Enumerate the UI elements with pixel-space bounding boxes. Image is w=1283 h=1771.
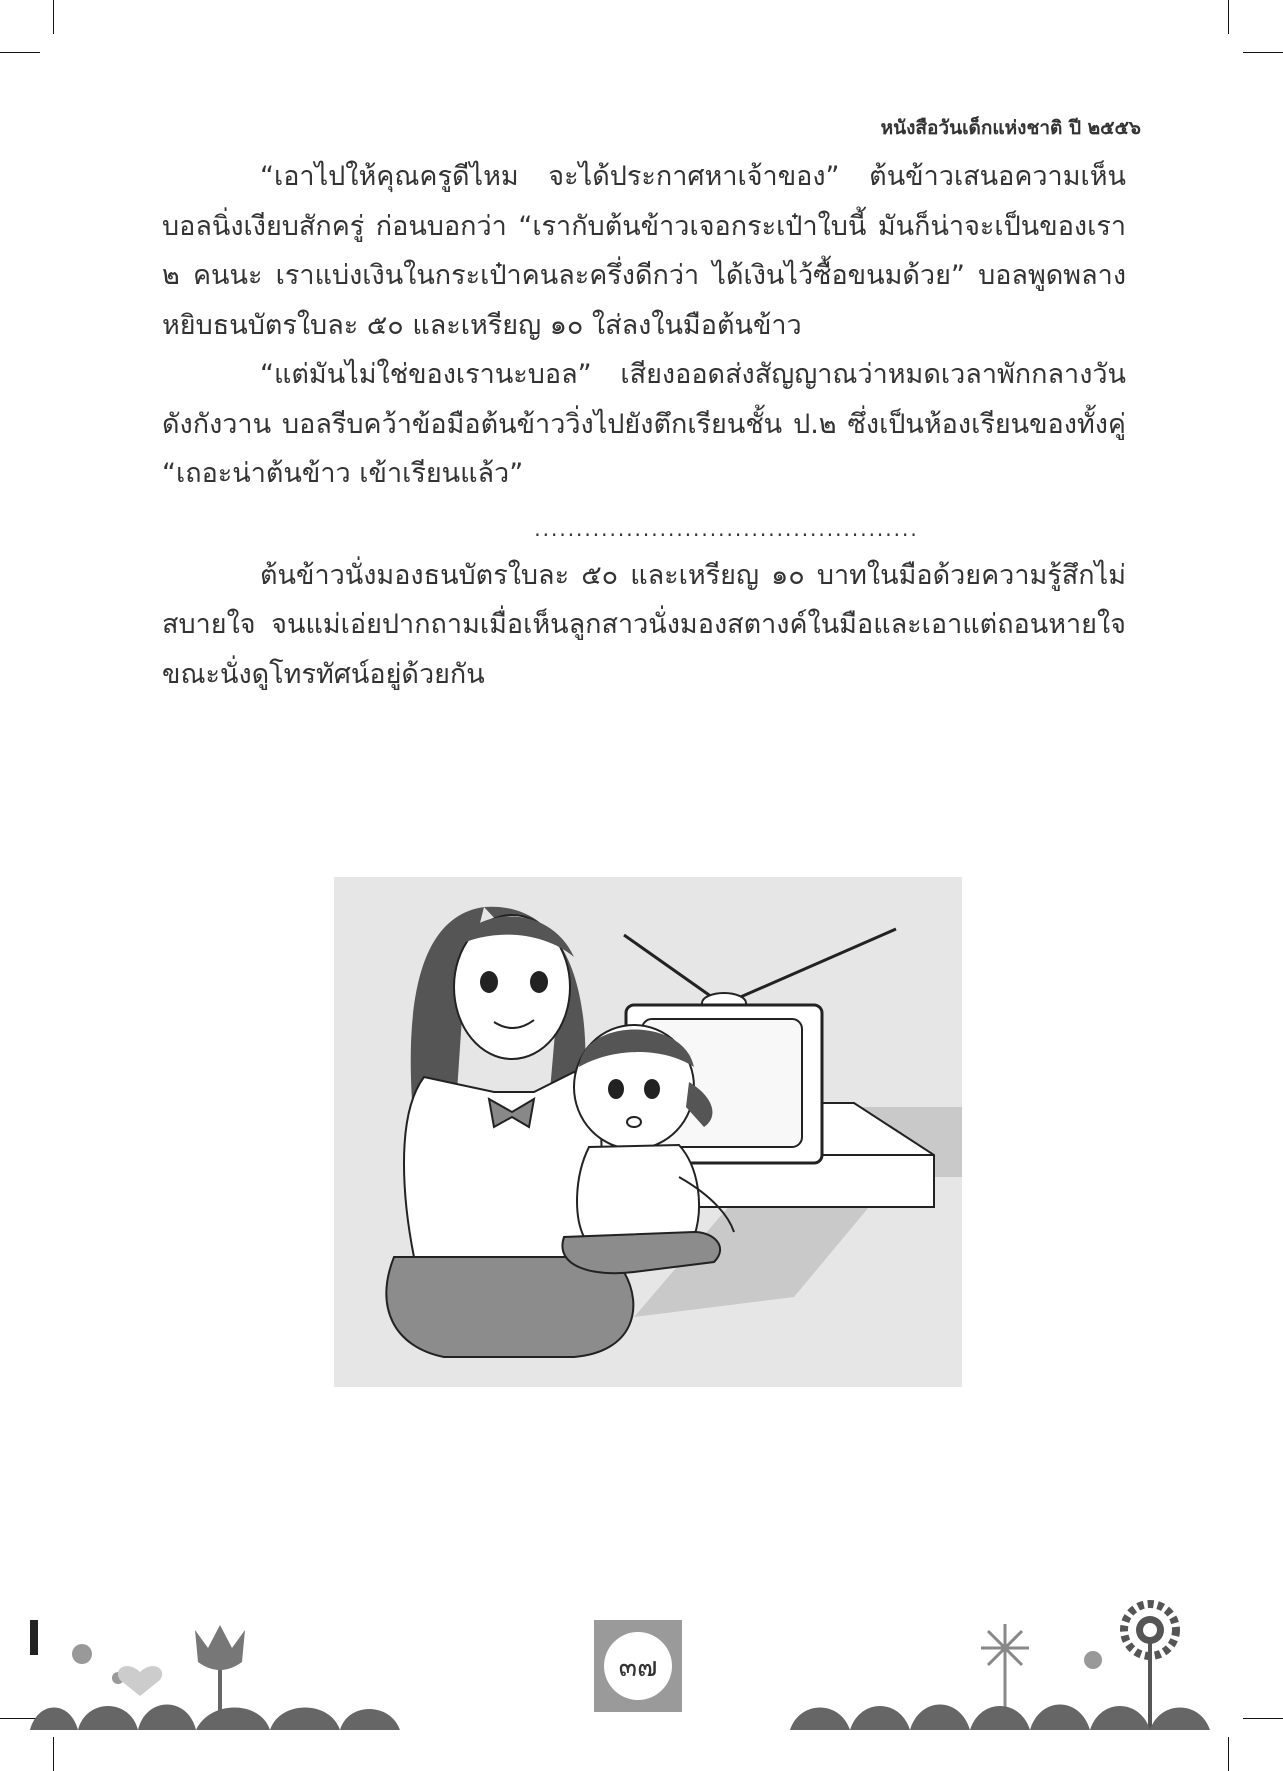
crop-mark-tl-h [0,52,40,53]
running-header: หนังสือวันเด็กแห่งชาติ ปี ๒๕๕๖ [880,117,1141,139]
story-text [162,152,1126,699]
crop-mark-tr-h [1243,52,1283,53]
crop-mark-tr-v [1228,0,1229,34]
crop-mark-br-v [1228,1737,1229,1771]
bottom-left-decoration [30,1620,430,1730]
crop-mark-bl-v [53,1737,54,1771]
paragraph-3: ต้นข้าวนั่งมองธนบัตรใบละ ๕๐ และเหรียญ ๑๐ บาทในมือด้วยความรู้สึกไม่สบายใจ จนแม่เอ่ยปากถามเมื่อเห็นลูกสาวนั่งมองสตางค์ในมือและเอาแต่ถอนหายใจ ขณะนั่งดูโทรทัศน์อยู่ด้วยกัน [162,559,1126,690]
bottom-right-decoration [790,1600,1220,1730]
paragraph-2: “แต่มันไม่ใช่ของเรานะบอล” เสียงออดส่งสัญญาณว่าหมดเวลาพักกลางวันดังกังวาน บอลรีบคว้าข้อมือต้นข้าววิ่งไปยังตึกเรียนชั้น ป.๒ ซึ่งเป็นห้องเรียนของทั้งคู่ “เถอะน่าต้นข้าว เข้าเรียนแล้ว” [162,359,1126,489]
page-number-box [594,1620,682,1712]
crop-mark-tl-v [53,0,54,34]
page-number: ๓๗ [604,1632,672,1700]
mother-daughter-tv-illustration [334,877,962,1387]
crop-mark-br-h [1243,1718,1283,1719]
section-separator: .............................................. [534,516,919,541]
paragraph-1: “เอาไปให้คุณครูดีไหม จะได้ประกาศหาเจ้าของ” ต้นข้าวเสนอความเห็น บอลนิ่งเงียบสักครู่ ก่อนบอกว่า “เรากับต้นข้าวเจอกระเป๋าใบนี้ มันก็น่าจะเป็นของเรา ๒ คนนะ เราแบ่งเงินในกระเป๋าคนละครึ่งดีกว่า ได้เงินไว้ซื้อขนมด้วย” บอลพูดพลางหยิบธนบัตรใบละ ๕๐ และเหรียญ ๑๐ ใส่ลงในมือต้นข้าว [162,161,1126,341]
